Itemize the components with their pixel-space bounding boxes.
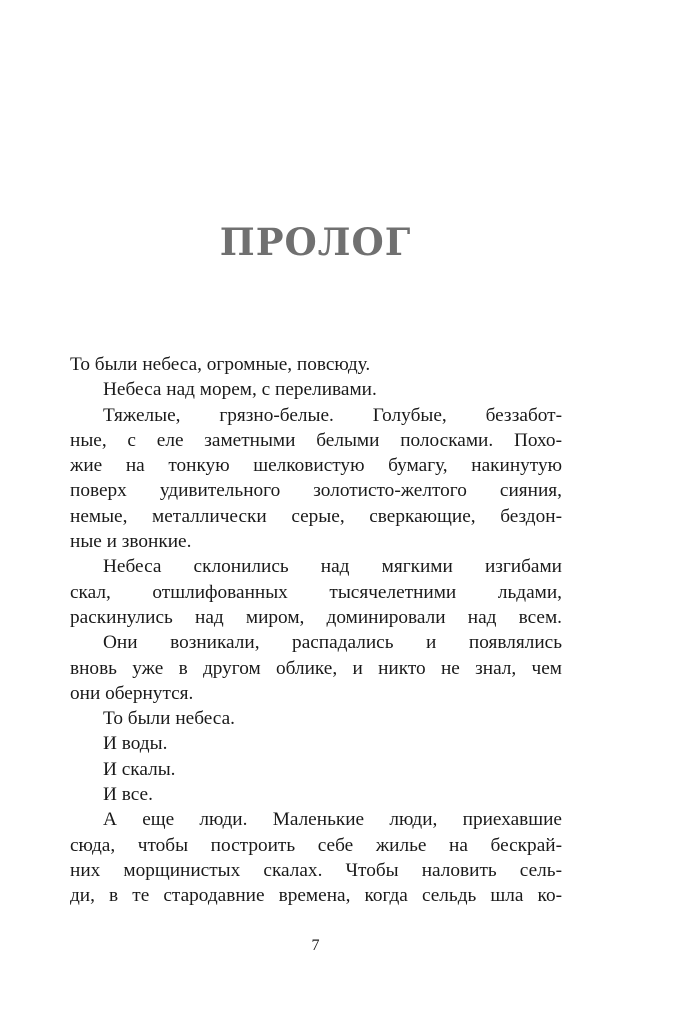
text-line: скал, отшлифованных тысячелетними льдами, bbox=[70, 581, 562, 603]
text-line: ные и звонкие. bbox=[70, 531, 192, 553]
text-line: они обернутся. bbox=[70, 682, 194, 704]
text-line: жие на тонкую шелковистую бумагу, накинутую bbox=[70, 455, 562, 477]
chapter-title: ПРОЛОГ bbox=[219, 220, 412, 264]
text-line: немые, металлически серые, сверкающие, бездон- bbox=[70, 505, 562, 527]
text-line: А еще люди. Маленькие люди, приехавшие bbox=[103, 809, 562, 831]
text-line: Небеса склонились над мягкими изгибами bbox=[103, 556, 562, 578]
text-line: вновь уже в другом облике, и никто не знал, чем bbox=[70, 657, 562, 679]
text-line: И воды. bbox=[103, 733, 168, 755]
text-line: поверх удивительного золотисто-желтого сияния, bbox=[70, 480, 562, 502]
text-line: ди, в те стародавние времена, когда сельдь шла ко- bbox=[70, 885, 562, 907]
text-line: них морщинистых скалах. Чтобы наловить сель- bbox=[70, 859, 562, 881]
text-line: ные, с еле заметными белыми полосками. Похо- bbox=[70, 429, 562, 451]
text-line: То были небеса. bbox=[103, 708, 235, 730]
text-line: И скалы. bbox=[103, 758, 176, 780]
text-line: раскинулись над миром, доминировали над всем. bbox=[70, 606, 562, 628]
body-text bbox=[70, 352, 562, 909]
text-line: То были небеса, огромные, повсюду. bbox=[70, 354, 371, 375]
text-line: сюда, чтобы построить себе жилье на бескрай- bbox=[70, 834, 562, 856]
text-line: И все. bbox=[103, 784, 153, 806]
page-number: 7 bbox=[311, 937, 320, 954]
text-line: Тяжелые, грязно-белые. Голубые, беззабот- bbox=[103, 404, 562, 426]
text-line: Они возникали, распадались и появлялись bbox=[103, 632, 562, 654]
text-line: Небеса над морем, с переливами. bbox=[103, 379, 377, 401]
